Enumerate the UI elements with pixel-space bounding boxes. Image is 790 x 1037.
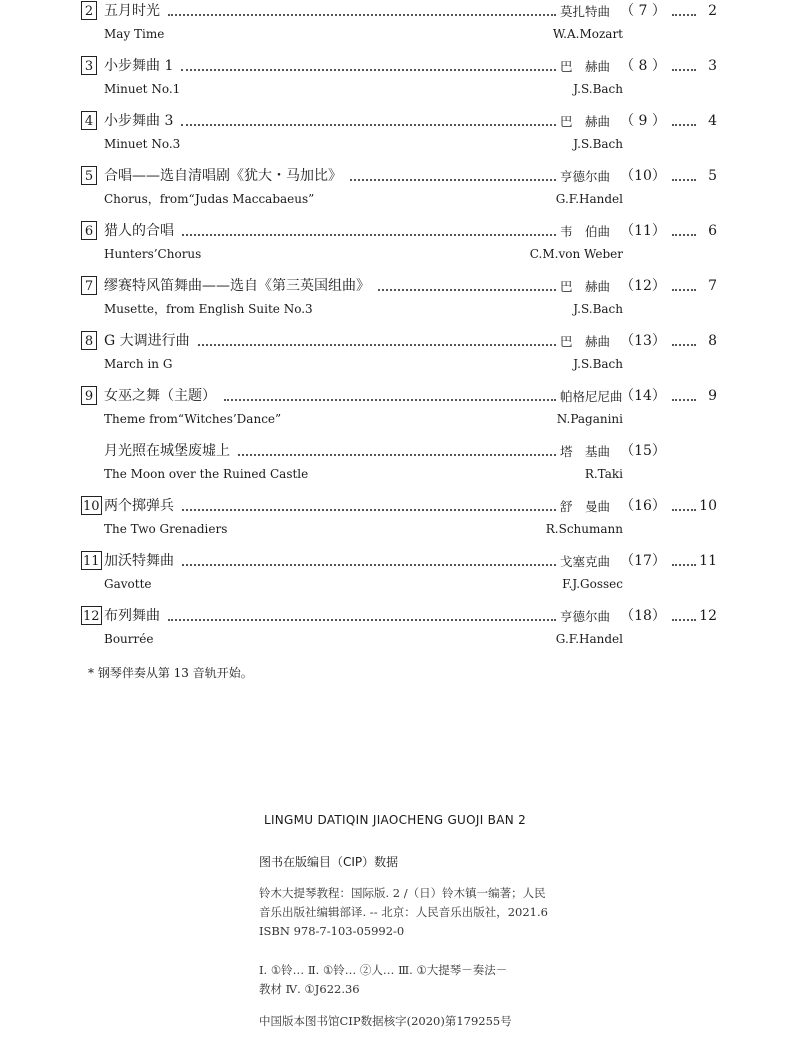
toc-entry xyxy=(0,550,790,602)
cip-heading: 图书在版编目（CIP）数据 xyxy=(259,855,399,869)
track-dot-leader xyxy=(672,179,696,181)
page-number: （12） xyxy=(620,278,666,294)
title-chinese: 加沃特舞曲 xyxy=(104,553,174,569)
dot-leader xyxy=(378,289,556,291)
track-number: 5 xyxy=(708,168,717,184)
track-number: 11 xyxy=(699,553,717,569)
title-english: Musette，from English Suite No.3 xyxy=(104,302,313,316)
cip-description xyxy=(259,884,559,941)
track-number-box: 11 xyxy=(81,551,102,570)
track-number-box: 5 xyxy=(81,166,97,185)
dot-leader xyxy=(182,509,556,511)
title-chinese: 女巫之舞（主题） xyxy=(104,388,216,404)
track-number: 4 xyxy=(708,113,717,129)
composer-chinese: 韦 伯曲 xyxy=(560,224,611,239)
composer-english: G.F.Handel xyxy=(555,632,623,646)
dot-leader xyxy=(182,234,556,236)
title-chinese: 五月时光 xyxy=(104,3,160,19)
composer-chinese: 巴 赫曲 xyxy=(560,334,611,349)
cip-description-line: ISBN 978-7-103-05992-0 xyxy=(259,924,405,938)
composer-english: J.S.Bach xyxy=(573,82,623,96)
track-number: 9 xyxy=(708,388,717,404)
track-number-box: 12 xyxy=(81,606,102,625)
track-number-box: 2 xyxy=(81,1,97,20)
track-dot-leader xyxy=(672,234,696,236)
title-english: Gavotte xyxy=(104,577,152,591)
track-dot-leader xyxy=(672,289,696,291)
composer-chinese: 舒 曼曲 xyxy=(560,499,611,514)
dot-leader xyxy=(168,14,556,16)
composer-chinese: 巴 赫曲 xyxy=(560,59,611,74)
title-english: Minuet No.1 xyxy=(104,82,181,96)
track-number: 10 xyxy=(699,498,717,514)
cip-description-line: 音乐出版社编辑部译. -- 北京：人民音乐出版社，2021.6 xyxy=(259,905,548,919)
toc-entry xyxy=(0,385,790,437)
composer-english: G.F.Handel xyxy=(555,192,623,206)
page-number: （ 7 ） xyxy=(620,3,666,19)
title-chinese: 小步舞曲 3 xyxy=(104,113,174,129)
dot-leader xyxy=(168,619,556,621)
composer-english: J.S.Bach xyxy=(573,302,623,316)
composer-chinese: 巴 赫曲 xyxy=(560,279,611,294)
track-number-box: 3 xyxy=(81,56,97,75)
track-number-box: 4 xyxy=(81,111,97,130)
track-dot-leader xyxy=(672,124,696,126)
track-number: 6 xyxy=(708,223,717,239)
cip-classification-line: 教材 Ⅳ. ①J622.36 xyxy=(259,982,360,996)
composer-english: N.Paganini xyxy=(556,412,623,426)
title-chinese: 月光照在城堡废墟上 xyxy=(104,443,230,459)
toc-entry xyxy=(0,110,790,162)
toc-entry xyxy=(0,220,790,272)
composer-english: R.Schumann xyxy=(545,522,623,536)
cip-record-number: 中国版本图书馆CIP数据核字(2020)第179255号 xyxy=(259,1014,512,1028)
composer-english: R.Taki xyxy=(584,467,623,481)
title-english: March in G xyxy=(104,357,173,371)
track-dot-leader xyxy=(672,399,696,401)
dot-leader xyxy=(181,69,556,71)
title-chinese: 布列舞曲 xyxy=(104,608,160,624)
cip-classification xyxy=(259,961,559,999)
page-number: （17） xyxy=(620,553,666,569)
title-chinese: G 大调进行曲 xyxy=(104,333,190,349)
title-chinese: 猎人的合唱 xyxy=(104,223,174,239)
page-number: （11） xyxy=(620,223,666,239)
track-number-box: 10 xyxy=(81,496,102,515)
toc-entry xyxy=(0,605,790,657)
track-dot-leader xyxy=(672,564,696,566)
track-number: 12 xyxy=(699,608,717,624)
track-number: 8 xyxy=(708,333,717,349)
toc-entry xyxy=(0,275,790,327)
toc-entry xyxy=(0,165,790,217)
track-number-box: 6 xyxy=(81,221,97,240)
track-dot-leader xyxy=(672,14,696,16)
composer-english: J.S.Bach xyxy=(573,357,623,371)
toc-entry xyxy=(0,440,790,492)
dot-leader xyxy=(198,344,556,346)
piano-accompaniment-footnote: * 钢琴伴奏从第 13 音轨开始。 xyxy=(88,666,253,680)
title-english: Minuet No.3 xyxy=(104,137,181,151)
dot-leader xyxy=(224,399,556,401)
track-dot-leader xyxy=(672,344,696,346)
cip-description-line: 铃木大提琴教程：国际版. 2 /（日）铃木镇一编著；人民 xyxy=(259,886,546,900)
track-number-box: 9 xyxy=(81,386,97,405)
page-number: （ 8 ） xyxy=(620,58,666,74)
title-english: Chorus，from“Judas Maccabaeus” xyxy=(104,192,315,206)
title-chinese: 两个掷弹兵 xyxy=(104,498,174,514)
track-number: 2 xyxy=(708,3,717,19)
dot-leader xyxy=(182,564,556,566)
title-english: The Moon over the Ruined Castle xyxy=(104,467,309,481)
track-dot-leader xyxy=(672,69,696,71)
title-english: Theme from“Witches’Dance” xyxy=(104,412,282,426)
cip-classification-line: Ⅰ. ①铃… Ⅱ. ①铃… ②人… Ⅲ. ①大提琴－奏法－ xyxy=(259,963,508,977)
track-number: 7 xyxy=(708,278,717,294)
title-chinese: 小步舞曲 1 xyxy=(104,58,174,74)
composer-english: F.J.Gossec xyxy=(562,577,623,591)
title-english: Hunters’Chorus xyxy=(104,247,202,261)
track-number: 3 xyxy=(708,58,717,74)
track-number-box: 7 xyxy=(81,276,97,295)
dot-leader xyxy=(350,179,556,181)
track-dot-leader xyxy=(672,619,696,621)
cip-pinyin-title: LINGMU DATIQIN JIAOCHENG GUOJI BAN 2 xyxy=(263,813,527,827)
composer-english: W.A.Mozart xyxy=(552,27,623,41)
track-dot-leader xyxy=(672,509,696,511)
track-number-box: 8 xyxy=(81,331,97,350)
title-english: The Two Grenadiers xyxy=(104,522,228,536)
composer-chinese: 亨德尔曲 xyxy=(560,169,611,184)
title-english: Bourrée xyxy=(104,632,154,646)
toc-entry xyxy=(0,55,790,107)
composer-english: C.M.von Weber xyxy=(529,247,623,261)
dot-leader xyxy=(238,454,556,456)
page-number: （18） xyxy=(620,608,666,624)
page-number: （15） xyxy=(620,443,666,459)
title-english: May Time xyxy=(104,27,165,41)
toc-entry xyxy=(0,495,790,547)
page-number: （10） xyxy=(620,168,666,184)
composer-chinese: 塔 基曲 xyxy=(560,444,611,459)
title-chinese: 缪赛特风笛舞曲——选自《第三英国组曲》 xyxy=(104,278,370,294)
page-number: （14） xyxy=(620,388,666,404)
dot-leader xyxy=(181,124,556,126)
composer-chinese: 莫扎特曲 xyxy=(560,4,611,19)
page-number: （ 9 ） xyxy=(620,113,666,129)
composer-chinese: 巴 赫曲 xyxy=(560,114,611,129)
page-number: （13） xyxy=(620,333,666,349)
composer-chinese: 亨德尔曲 xyxy=(560,609,611,624)
composer-chinese: 帕格尼尼曲 xyxy=(560,389,623,404)
composer-chinese: 戈塞克曲 xyxy=(560,554,611,569)
composer-english: J.S.Bach xyxy=(573,137,623,151)
toc-entry xyxy=(0,0,790,52)
page-number: （16） xyxy=(620,498,666,514)
toc-entry xyxy=(0,330,790,382)
title-chinese: 合唱——选自清唱剧《犹大・马加比》 xyxy=(104,168,342,184)
